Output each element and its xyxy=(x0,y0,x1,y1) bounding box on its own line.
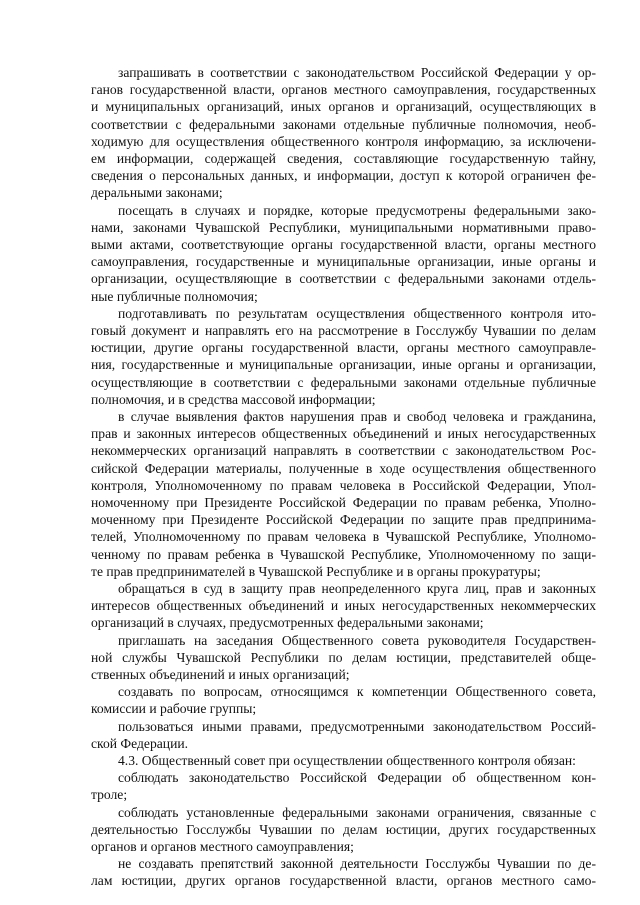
text-line: говый документ и направлять его на рассмотрение в Госслужбу Чувашии по делам xyxy=(91,323,596,338)
text-line: ганов государственной власти, органов местного самоуправления, государственных xyxy=(91,82,596,98)
text-line: ской Федерации. xyxy=(91,735,189,751)
text-line: не создавать препятствий законной деятельности Госслужбы Чувашии по де- xyxy=(118,856,596,872)
text-line: ем информации, содержащей сведения, составляющие государственную тайну, xyxy=(91,151,596,166)
text-line: обращаться в суд в защиту прав неопределенного круга лиц, прав и законных xyxy=(118,581,596,596)
text-line: ственных объединений и иных организаций; xyxy=(91,667,350,682)
text-line: деральными законами; xyxy=(91,185,223,201)
text-line: деятельностью Госслужбы Чувашии по делам юстиции, других государственных xyxy=(91,821,596,837)
text-line: соответствии с федеральными законами отдельные публичные полномочия, необ- xyxy=(91,116,596,132)
text-line: соблюдать законодательство Российской Федерации об общественном кон- xyxy=(118,770,596,786)
text-line: ния, государственные и муниципальные организации, иные органы и организации, xyxy=(91,357,596,373)
text-line: нами, законами Чувашской Республики, муниципальными нормативными право- xyxy=(91,219,596,235)
text-line: выми актами, соответствующие органы государственной власти, органы местного xyxy=(91,237,596,252)
text-line: соблюдать установленные федеральными законами ограничения, связанные с xyxy=(118,804,596,820)
text-line: самоуправления, государственные и муниципальные организации, иные органы и xyxy=(91,254,596,270)
text-line: ченному по правам ребенка в Чувашской Республике, Уполномоченному по защи- xyxy=(91,546,596,562)
text-line: пользоваться иными правами, предусмотренными законодательством Россий- xyxy=(118,718,596,734)
text-line: приглашать на заседания Общественного совета руководителя Государствен- xyxy=(118,632,596,648)
text-line: осуществляющие в соответствии с федеральными законами отдельные публичные xyxy=(91,374,596,390)
text-line: номоченному при Президенте Российской Федерации по правам ребенка, Уполно- xyxy=(91,495,596,510)
text-line: сийской Федерации материалы, полученные в ходе осуществления общественного xyxy=(91,460,596,476)
text-line: моченному при Президенте Российской Федерации по защите прав предпринима- xyxy=(91,512,596,528)
text-line: и муниципальных организаций, иных органов и организаций, осуществляющих в xyxy=(91,99,596,115)
text-line: посещать в случаях и порядке, которые предусмотрены федеральными зако- xyxy=(118,202,596,218)
text-line: органов и органов местного самоуправления; xyxy=(91,839,354,854)
text-line: в случае выявления фактов нарушения прав и свобод человека и гражданина, xyxy=(118,409,596,424)
text-line: телей, Уполномоченному по правам человека в Чувашской Республике, Уполномо- xyxy=(91,529,596,545)
text-line: ходимую для осуществления общественного контроля информацию, за исключени- xyxy=(91,133,596,149)
text-line: некоммерческих организаций направлять в соответствии с законодательством Рос- xyxy=(91,443,596,459)
text-line: прав и законных интересов общественных объединений и иных негосударственных xyxy=(91,426,596,442)
text-line: подготавливать по результатам осуществления общественного контроля ито- xyxy=(118,305,596,321)
text-line: организаций в случаях, предусмотренных федеральными законами; xyxy=(91,615,484,631)
text-line: ные публичные полномочия; xyxy=(91,288,258,304)
text-line: 4.3. Общественный совет при осуществлении общественного контроля обязан: xyxy=(118,753,576,768)
text-line: запрашивать в соответствии с законодательством Российской Федерации у ор- xyxy=(118,65,596,80)
text-line: троле; xyxy=(91,787,128,803)
text-line: интересов общественных объединений и иных негосударственных некоммерческих xyxy=(91,598,596,614)
text-line: сведения о персональных данных, и информации, доступ к которой ограничен фе- xyxy=(91,168,596,184)
text-line: полномочия, и в средства массовой информации; xyxy=(91,391,376,407)
text-line: организации, осуществляющие в соответствии с федеральными законами отдель- xyxy=(91,271,596,287)
text-line: создавать по вопросам, относящимся к компетенции Общественного совета, xyxy=(118,684,596,700)
text-line: контроля, Уполномоченному по правам человека в Российской Федерации, Упол- xyxy=(91,477,596,493)
text-line: ной службы Чувашской Республики по делам юстиции, представителей обще- xyxy=(91,649,596,665)
text-line: юстиции, другие органы государственной власти, органы местного самоуправле- xyxy=(91,340,596,356)
text-line: комиссии и рабочие группы; xyxy=(91,701,257,717)
text-line: лам юстиции, других органов государственной власти, органов местного само- xyxy=(91,873,596,889)
text-line: те прав предпринимателей в Чувашской Республике и в органы прокуратуры; xyxy=(91,563,541,579)
